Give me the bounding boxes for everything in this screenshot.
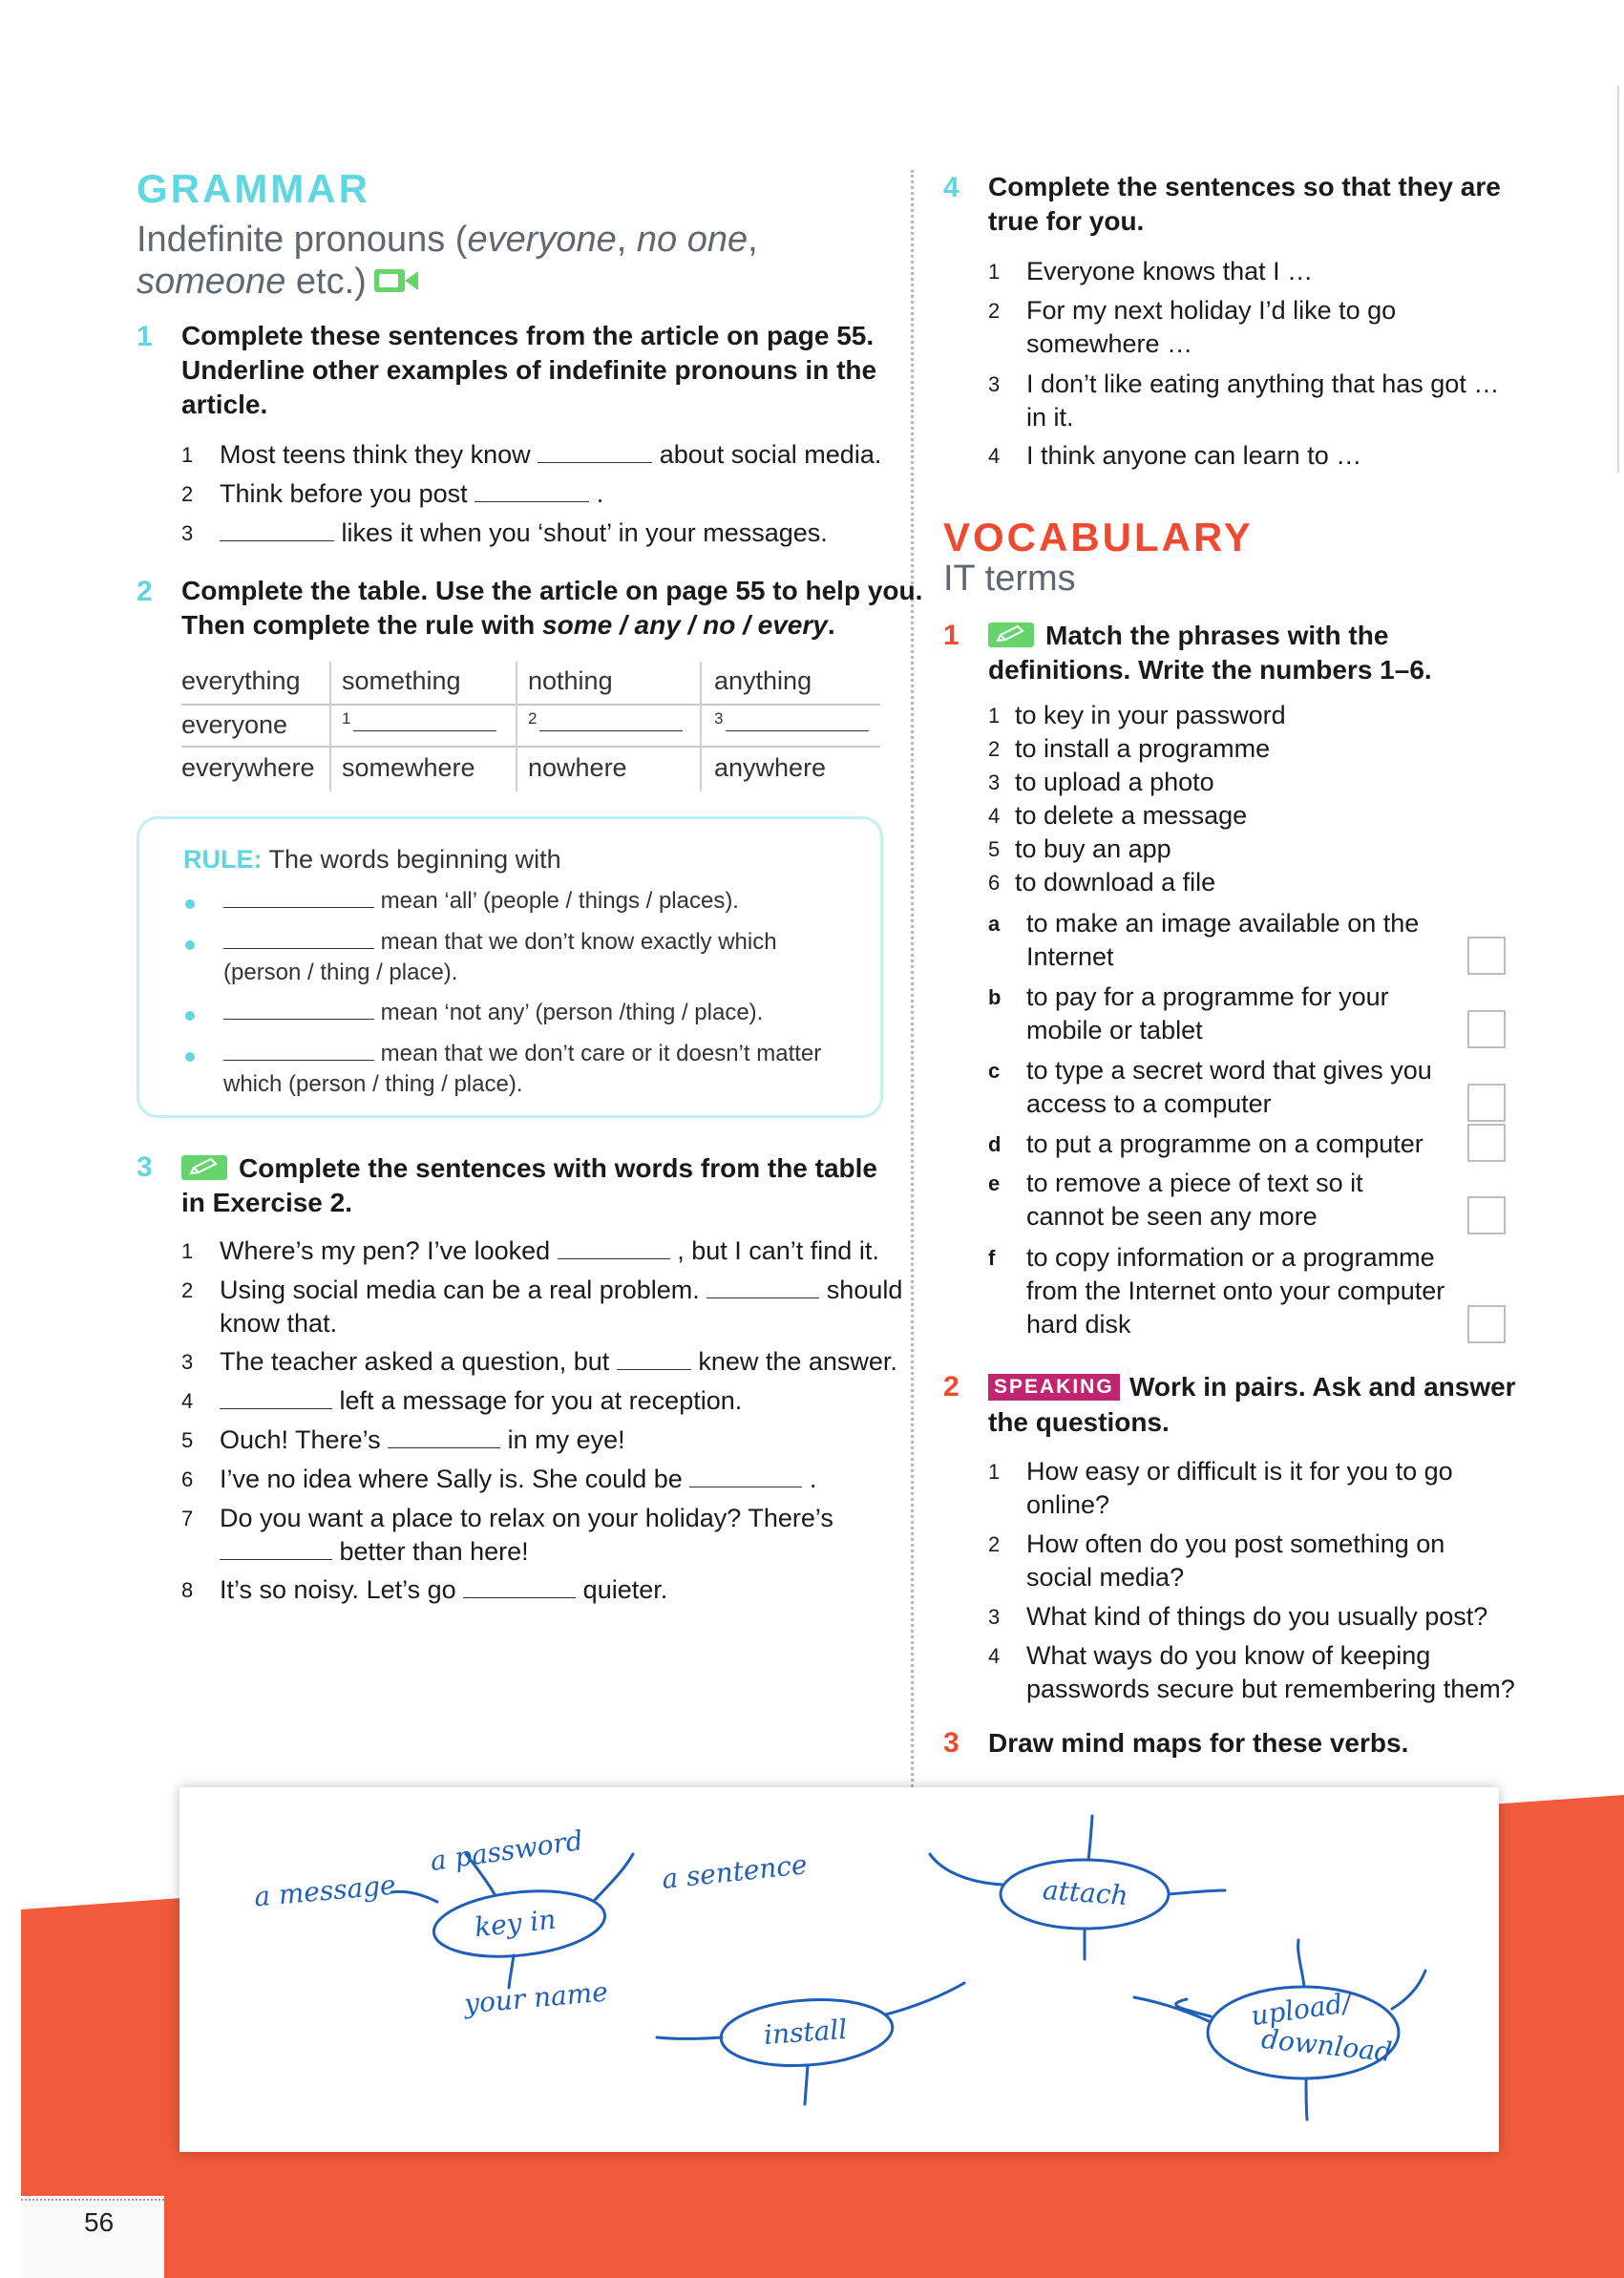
table-divider xyxy=(516,662,517,791)
mind-map-a-message: a message xyxy=(252,1868,397,1913)
rule-label: RULE: xyxy=(183,845,263,874)
rule-answer-blank[interactable] xyxy=(223,927,374,949)
vocabulary-heading: VOCABULARY xyxy=(943,515,1254,559)
rule-item: mean ‘all’ (people / things / places). xyxy=(223,886,739,917)
table-answer-blank[interactable] xyxy=(726,704,869,731)
bullet-icon xyxy=(185,1052,195,1062)
vocab-exercise-1-number: 1 xyxy=(943,620,960,651)
mind-map-attach: attach xyxy=(1041,1873,1129,1912)
answer-blank[interactable] xyxy=(707,1275,819,1298)
column-divider xyxy=(911,170,914,1793)
vocab-exercise-2-number: 2 xyxy=(943,1371,960,1403)
answer-blank[interactable] xyxy=(475,478,589,502)
mind-map-your-name: your name xyxy=(462,1975,609,2020)
mind-map-key-in: key in xyxy=(473,1903,558,1944)
answer-checkbox[interactable] xyxy=(1467,1010,1506,1048)
table-answer-blank[interactable] xyxy=(539,704,683,731)
rule-item: mean that we don’t know exactly which (person / thing / place). xyxy=(223,929,777,985)
answer-checkbox[interactable] xyxy=(1467,937,1506,975)
vocab-exercise-2-instruction-line1: Work in pairs. Ask and answer xyxy=(1129,1372,1516,1402)
answer-blank[interactable] xyxy=(220,1385,332,1409)
table-cell: anywhere xyxy=(714,753,827,782)
vocab-exercise-3-instruction: Draw mind maps for these verbs. xyxy=(988,1728,1409,1758)
table-cell: anything xyxy=(714,666,812,695)
vocab-exercise-3-number: 3 xyxy=(943,1727,960,1759)
answer-blank[interactable] xyxy=(220,1536,332,1560)
answer-checkbox[interactable] xyxy=(1467,1124,1506,1162)
rule-item: mean ‘not any’ (person /thing / place). xyxy=(223,998,763,1028)
mind-map-upload: upload/ xyxy=(1249,1986,1354,2033)
blank-number: 2 xyxy=(528,709,538,728)
dotted-divider xyxy=(21,2199,164,2201)
bullet-icon xyxy=(185,899,195,909)
rule-box xyxy=(137,816,883,1118)
bullet-icon xyxy=(185,940,195,950)
answer-blank[interactable] xyxy=(617,1346,691,1370)
answer-blank[interactable] xyxy=(538,439,652,463)
vocabulary-subheading: IT terms xyxy=(943,559,1076,599)
blank-number: 3 xyxy=(714,709,724,728)
exercise-2-instruction: Complete the table. Use the article on page 55 to help you. Then complete the rule with some / any / no / every. xyxy=(181,576,923,640)
table-divider xyxy=(329,662,331,791)
vocab-exercise-1-instruction-line1: Match the phrases with the xyxy=(1045,621,1389,650)
speaking-badge: SPEAKING xyxy=(988,1374,1120,1401)
mind-map-download: download xyxy=(1259,2022,1394,2069)
table-divider xyxy=(181,746,880,748)
exercise-1-number: 1 xyxy=(137,321,153,352)
table-cell: nothing xyxy=(528,666,613,695)
mind-map-a-sentence: a sentence xyxy=(660,1848,809,1895)
exercise-3-number: 3 xyxy=(137,1151,153,1183)
grammar-subheading: Indefinite pronouns (everyone, no one, someone etc.) xyxy=(137,220,758,302)
exercise-3-instruction-line1: Complete the sentences with words from the table xyxy=(239,1153,878,1183)
grammar-heading: GRAMMAR xyxy=(137,166,370,211)
rule-answer-blank[interactable] xyxy=(223,1039,374,1061)
rule-intro: The words beginning with xyxy=(268,845,561,874)
rule-item: mean that we don’t care or it doesn’t matter which (person / thing / place). xyxy=(223,1041,822,1097)
table-divider xyxy=(700,662,702,791)
mind-map-install: install xyxy=(762,2013,849,2052)
table-divider xyxy=(181,704,880,706)
answer-blank[interactable] xyxy=(220,517,334,541)
page-number: 56 xyxy=(84,2207,115,2237)
exercise-1-instruction: Complete these sentences from the article on page 55. Underline other examples of indefinite pronouns in the article. xyxy=(181,321,877,419)
vocab-exercise-1-instruction-line2: definitions. Write the numbers 1–6. xyxy=(988,655,1432,685)
table-answer-blank[interactable] xyxy=(353,704,496,731)
table-cell: somewhere xyxy=(342,753,475,782)
table-cell: everyone xyxy=(181,710,288,739)
mind-map-drawing xyxy=(179,1787,1499,2152)
blank-number: 1 xyxy=(342,709,351,728)
video-camera-icon xyxy=(374,267,418,294)
pencil-icon xyxy=(988,622,1034,647)
answer-blank[interactable] xyxy=(689,1464,802,1487)
rule-answer-blank[interactable] xyxy=(223,886,374,908)
exercise-3-instruction-line2: in Exercise 2. xyxy=(181,1188,353,1217)
mind-map-a-password: a password xyxy=(428,1824,585,1878)
table-cell: everything xyxy=(181,666,301,695)
table-cell: something xyxy=(342,666,461,695)
answer-checkbox[interactable] xyxy=(1467,1084,1506,1122)
table-cell: everywhere xyxy=(181,753,315,782)
exercise-4-instruction: Complete the sentences so that they are true for you. xyxy=(988,172,1501,236)
bullet-icon xyxy=(185,1011,195,1021)
table-cell: nowhere xyxy=(528,753,627,782)
exercise-2-number: 2 xyxy=(137,576,153,607)
exercise-4-number: 4 xyxy=(943,172,960,203)
answer-checkbox[interactable] xyxy=(1467,1305,1506,1343)
rule-answer-blank[interactable] xyxy=(223,998,374,1020)
mind-map-panel xyxy=(179,1787,1499,2152)
answer-checkbox[interactable] xyxy=(1467,1196,1506,1234)
pencil-icon xyxy=(181,1155,227,1180)
answer-blank[interactable] xyxy=(558,1235,670,1259)
answer-blank[interactable] xyxy=(463,1574,576,1598)
vocab-exercise-2-instruction-line2: the questions. xyxy=(988,1407,1170,1437)
page-edge-line xyxy=(1617,86,1619,473)
answer-blank[interactable] xyxy=(388,1424,500,1448)
